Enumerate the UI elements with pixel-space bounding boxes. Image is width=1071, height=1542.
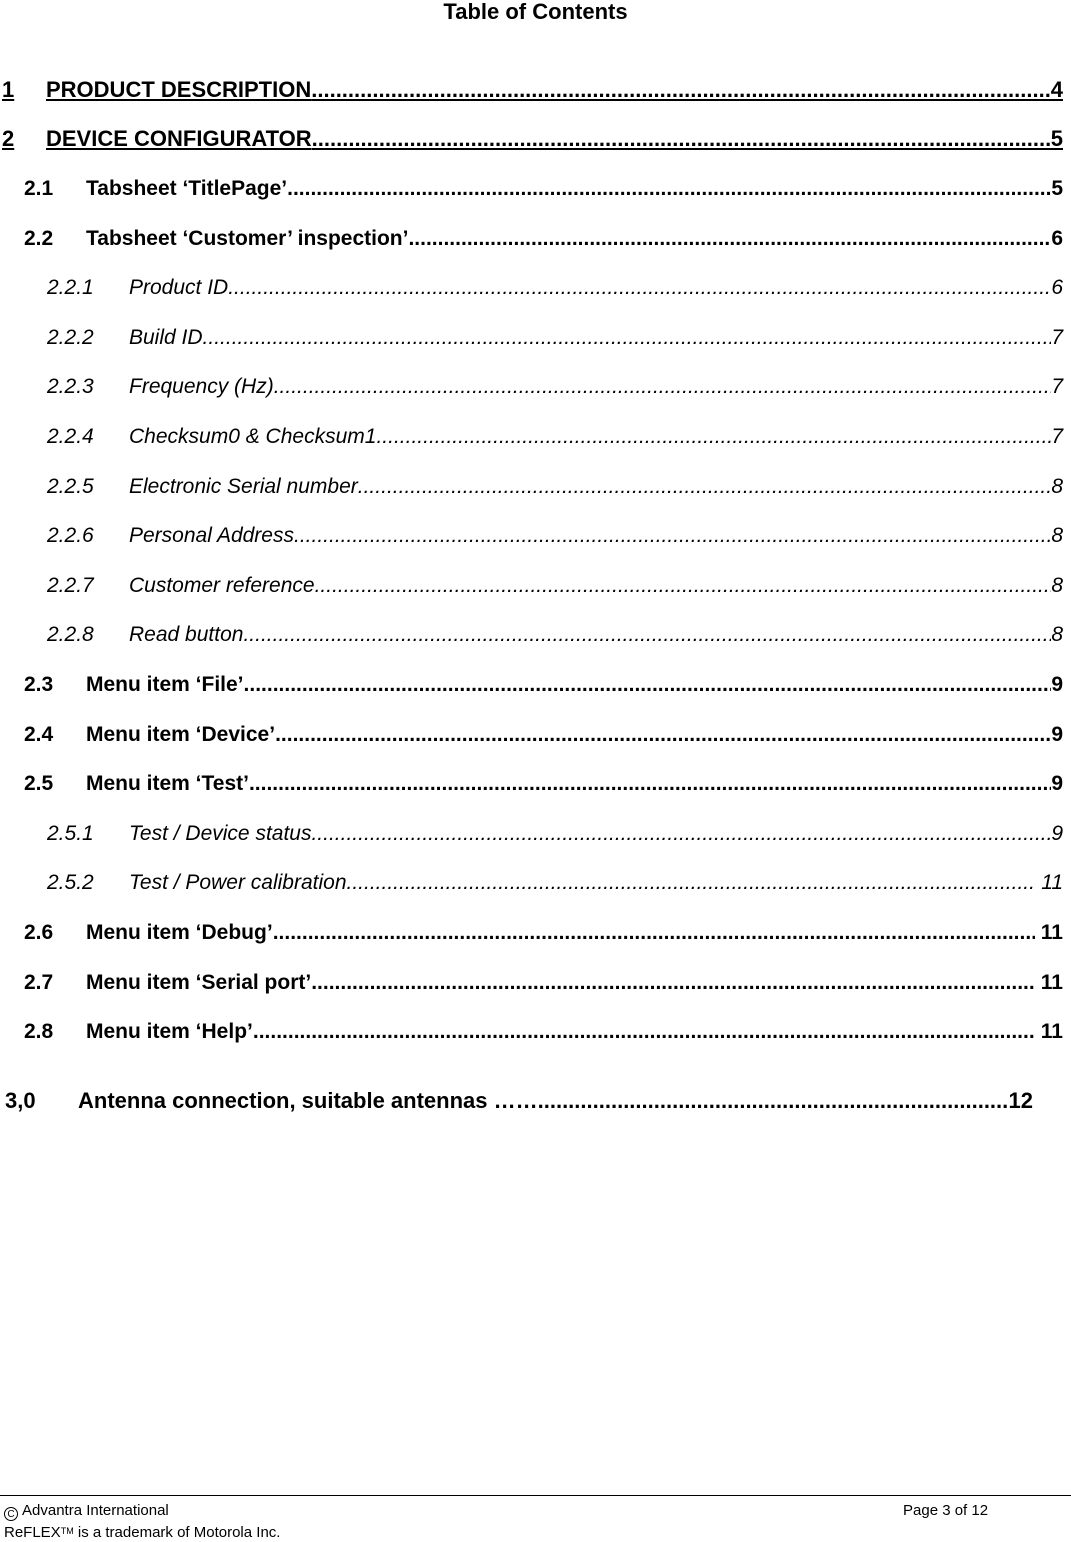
toc-page-number: 12 — [1008, 1088, 1033, 1113]
toc-label: Test / Power calibration — [129, 871, 347, 894]
toc-leader — [311, 970, 1035, 996]
toc-label: Menu item ‘File’ — [86, 673, 244, 696]
toc-page-number: 8 — [1051, 475, 1063, 498]
toc-leader — [311, 77, 1051, 103]
toc-entry-2-8[interactable] — [24, 1019, 1063, 1045]
page-title: Table of Contents — [443, 0, 628, 24]
toc-entry-2-2-5[interactable] — [47, 474, 1063, 500]
toc-leader — [274, 374, 1052, 400]
toc-page-number: 9 — [1051, 723, 1063, 746]
toc-number: 2.2.8 — [47, 623, 94, 646]
toc-leader — [311, 821, 1051, 847]
toc-entry-2-3[interactable] — [24, 672, 1063, 698]
toc-label: Read button — [129, 623, 244, 646]
trademark-prefix: ReFLEX — [4, 1524, 61, 1541]
toc-entry-2[interactable] — [2, 126, 1063, 152]
toc-leader — [376, 424, 1051, 450]
toc-page-number: 9 — [1051, 673, 1063, 696]
toc-leader — [243, 622, 1051, 648]
toc-number: 3,0 — [5, 1088, 36, 1113]
footer-divider — [0, 1495, 1071, 1496]
toc-number: 2.2 — [24, 227, 54, 250]
toc-page-number: 8 — [1051, 623, 1063, 646]
toc-entry-2-2-4[interactable] — [47, 424, 1063, 450]
toc-label: Menu item ‘Help’ — [86, 1020, 253, 1043]
toc-entry-2-5-2[interactable] — [47, 870, 1063, 896]
toc-number: 2.2.6 — [47, 524, 94, 547]
toc-entry-2-1[interactable] — [24, 176, 1063, 202]
toc-page-number: 8 — [1051, 524, 1063, 547]
toc-number: 2.2.1 — [47, 276, 94, 299]
toc-page-number: 11 — [1035, 871, 1063, 894]
toc-label: Customer reference — [129, 574, 315, 597]
toc-page-number: 9 — [1051, 822, 1063, 845]
toc-entry-3-0[interactable] — [5, 1088, 1033, 1114]
toc-entry-1[interactable] — [2, 77, 1063, 103]
toc-number: 2.8 — [24, 1020, 54, 1043]
toc-leader — [273, 920, 1035, 946]
toc-leader — [244, 672, 1052, 698]
toc-label: Tabsheet ‘Customer’ inspection’ — [86, 227, 409, 250]
toc-leader — [228, 275, 1051, 301]
toc-entry-2-2-8[interactable] — [47, 622, 1063, 648]
toc-entry-2-7[interactable] — [24, 970, 1063, 996]
toc-page-number: 6 — [1051, 276, 1063, 299]
toc-number: 2.7 — [24, 971, 54, 994]
toc-label: DEVICE CONFIGURATOR — [46, 126, 312, 151]
toc-page-number: 8 — [1051, 574, 1063, 597]
toc-entry-2-2[interactable] — [24, 226, 1063, 252]
toc-leader — [312, 126, 1051, 152]
toc-page-number: 4 — [1050, 77, 1063, 102]
toc-number: 2.4 — [24, 723, 54, 746]
toc-entry-2-2-2[interactable] — [47, 325, 1063, 351]
toc-label: Menu item ‘Device’ — [86, 723, 276, 746]
toc-label: PRODUCT DESCRIPTION — [46, 77, 312, 102]
toc-page-number: 5 — [1051, 177, 1063, 200]
toc-number: 2.2.7 — [47, 574, 94, 597]
toc-number: 2.2.5 — [47, 475, 94, 498]
toc-page-number: 11 — [1034, 921, 1063, 944]
toc-page-number: 9 — [1051, 772, 1063, 795]
toc-leader — [275, 722, 1051, 748]
toc-page-number: 6 — [1051, 227, 1063, 250]
toc-page-number: 11 — [1034, 971, 1063, 994]
toc-label: Build ID — [129, 326, 203, 349]
toc-leader — [203, 325, 1052, 351]
toc-number: 2.6 — [24, 921, 54, 944]
toc-number: 2 — [2, 126, 15, 151]
toc-entry-2-2-7[interactable] — [47, 573, 1063, 599]
toc-leader — [315, 573, 1052, 599]
toc-entry-2-5-1[interactable] — [47, 821, 1063, 847]
toc-leader — [294, 523, 1051, 549]
toc-entry-2-5[interactable] — [24, 771, 1063, 797]
toc-number: 2.2.4 — [47, 425, 94, 448]
toc-number: 2.5.1 — [47, 822, 94, 845]
toc-label: Menu item ‘Serial port’ — [86, 971, 312, 994]
toc-entry-2-2-3[interactable] — [47, 374, 1063, 400]
toc-label: Tabsheet ‘TitlePage’ — [86, 177, 288, 200]
toc-label: Product ID — [129, 276, 229, 299]
toc-leader — [544, 1088, 1009, 1114]
toc-leader — [249, 771, 1051, 797]
toc-leader — [358, 474, 1052, 500]
toc-page-number: 7 — [1051, 425, 1063, 448]
toc-leader — [253, 1019, 1035, 1045]
toc-number: 2.3 — [24, 673, 54, 696]
toc-number: 2.1 — [24, 177, 54, 200]
footer-company — [4, 1502, 169, 1521]
footer-trademark — [4, 1522, 280, 1542]
toc-entry-2-4[interactable] — [24, 722, 1063, 748]
trademark-suffix: is a trademark of Motorola Inc. — [73, 1524, 281, 1541]
trademark-mark: TM — [60, 1526, 74, 1536]
toc-leader — [408, 226, 1051, 252]
toc-label: Checksum0 & Checksum1 — [129, 425, 377, 448]
toc-label: Frequency (Hz) — [129, 375, 274, 398]
company-name: Advantra International — [22, 1502, 169, 1519]
toc-number: 2.5 — [24, 772, 54, 795]
toc-label: Test / Device status — [129, 822, 312, 845]
toc-number: 2.2.3 — [47, 375, 94, 398]
toc-entry-2-2-1[interactable] — [47, 275, 1063, 301]
toc-entry-2-2-6[interactable] — [47, 523, 1063, 549]
toc-entry-2-6[interactable] — [24, 920, 1063, 946]
toc-number: 2.5.2 — [47, 871, 94, 894]
toc-leader — [287, 176, 1051, 202]
toc-page-number: 7 — [1051, 375, 1063, 398]
toc-leader — [347, 870, 1036, 896]
toc-page-number: 11 — [1034, 1020, 1063, 1043]
toc-label: Electronic Serial number — [129, 475, 358, 498]
toc-page-number: 5 — [1050, 126, 1063, 151]
toc-label: Menu item ‘Test’ — [86, 772, 249, 795]
toc-number: 1 — [2, 77, 15, 102]
toc-label: Menu item ‘Debug’ — [86, 921, 273, 944]
footer-page-number: Page 3 of 12 — [903, 1502, 989, 1519]
toc-label: Antenna connection, suitable antennas ……. — [78, 1088, 544, 1113]
copyright-icon: C — [4, 1507, 18, 1521]
toc-label: Personal Address — [129, 524, 294, 547]
toc-page-number: 7 — [1051, 326, 1063, 349]
toc-number: 2.2.2 — [47, 326, 94, 349]
